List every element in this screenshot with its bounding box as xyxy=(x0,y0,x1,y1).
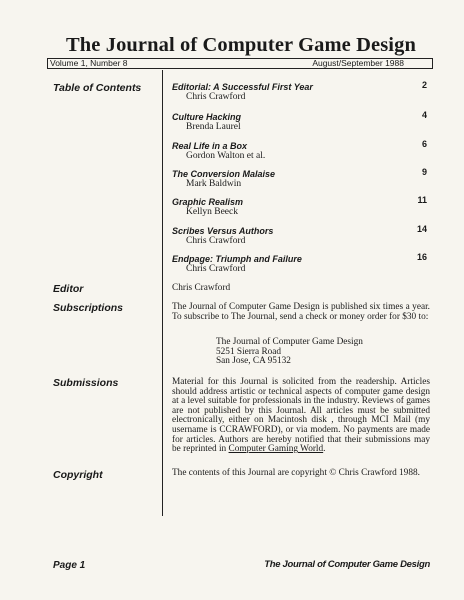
toc-page-number: 9 xyxy=(421,167,427,177)
magazine-link: Computer Gaming World xyxy=(228,444,324,455)
toc-author: Brenda Laurel xyxy=(186,122,241,132)
toc-item[interactable] xyxy=(172,254,427,274)
copyright-heading: Copyright xyxy=(53,469,103,481)
column-divider xyxy=(162,70,163,516)
journal-masthead: The Journal of Computer Game Design xyxy=(66,34,416,56)
page-number: Page 1 xyxy=(53,560,86,571)
toc-page-number: 6 xyxy=(421,139,427,149)
toc-item[interactable] xyxy=(172,141,427,161)
toc-title: Real Life in a Box xyxy=(172,141,248,151)
editor-heading: Editor xyxy=(53,283,84,295)
issue-date: August/September 1988 xyxy=(312,58,404,68)
subscriptions-heading: Subscriptions xyxy=(53,302,124,314)
toc-title: Graphic Realism xyxy=(172,197,244,207)
toc-title: Culture Hacking xyxy=(172,112,242,122)
toc-page-number: 16 xyxy=(416,252,427,262)
toc-author: Gordon Walton et al. xyxy=(186,151,266,161)
issue-bar xyxy=(47,58,433,69)
toc-title: Editorial: A Successful First Year xyxy=(172,82,313,92)
submissions-end: . xyxy=(323,444,326,455)
submissions-text xyxy=(172,378,430,455)
toc-author: Chris Crawford xyxy=(186,236,246,246)
copyright-text: The contents of this Journal are copyright © Chris Crawford 1988. xyxy=(172,468,420,478)
subscriptions-text: The Journal of Computer Game Design is published six times a year. To subscribe to The Journal, send a check or money order for $30 to: xyxy=(172,302,430,322)
toc-page-number: 4 xyxy=(421,110,427,120)
toc-author: Kellyn Beeck xyxy=(186,207,238,217)
toc-author: Mark Baldwin xyxy=(186,179,242,189)
toc-author: Chris Crawford xyxy=(186,92,246,102)
address-line: The Journal of Computer Game Design xyxy=(216,337,363,347)
toc-author: Chris Crawford xyxy=(186,264,246,274)
toc-item[interactable] xyxy=(172,82,427,102)
toc-page-number: 14 xyxy=(416,224,427,234)
volume-number: Volume 1, Number 8 xyxy=(50,58,128,68)
address-line: 5251 Sierra Road xyxy=(216,346,282,357)
toc-item[interactable] xyxy=(172,112,427,132)
footer-journal-title: The Journal of Computer Game Design xyxy=(264,559,430,570)
toc-title: Endpage: Triumph and Failure xyxy=(172,254,302,264)
toc-item[interactable] xyxy=(172,197,427,217)
toc-heading: Table of Contents xyxy=(53,82,142,94)
mailing-address xyxy=(216,338,363,367)
submissions-body: Material for this Journal is solicited from the readership. Articles should address artistic or technical aspects of computer game design at a level suitable for professionals in the industry. Reviews of games are not published by this Journal. All articles must be submitted electronically, either on Macintosh disk , through MCI Mail (my username is CCRAWFORD), or via modem. No payments are made for articles. Authors are hereby notified that their submissions may be reprinted in xyxy=(172,377,430,455)
address-line: San Jose, CA 95132 xyxy=(216,356,291,367)
toc-page-number: 11 xyxy=(417,195,427,205)
toc-item[interactable] xyxy=(172,169,427,189)
editor-name: Chris Crawford xyxy=(172,283,231,293)
submissions-heading: Submissions xyxy=(53,377,119,389)
toc-page-number: 2 xyxy=(421,80,427,90)
toc-item[interactable] xyxy=(172,226,427,246)
toc-title: The Conversion Malaise xyxy=(172,169,276,179)
toc-title: Scribes Versus Authors xyxy=(172,226,274,236)
